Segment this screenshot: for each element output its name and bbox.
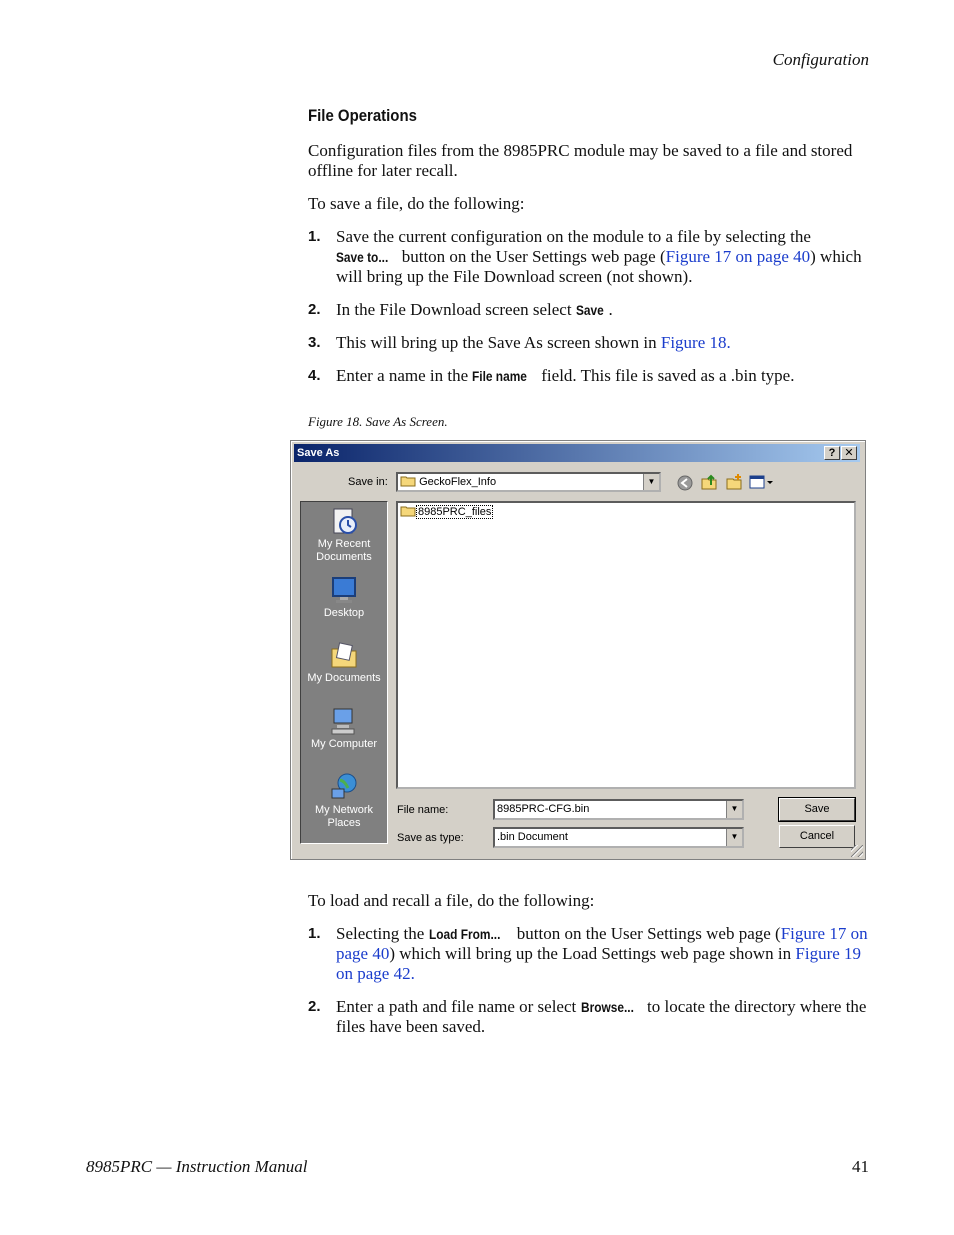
step-text: This will bring up the Save As screen shown in <box>336 333 661 352</box>
intro-paragraph: Configuration files from the 8985PRC module may be saved to a file and stored offline for later recall. <box>308 141 853 180</box>
step-text: . <box>608 300 613 319</box>
save-as-type-dropdown[interactable] <box>493 827 744 848</box>
save-in-dropdown[interactable] <box>396 472 661 492</box>
ui-term-load-from: Load From... <box>428 926 500 942</box>
load-step-1 <box>308 924 873 984</box>
step-text: Enter a name in the <box>336 366 473 385</box>
page-number: 41 <box>852 1157 869 1176</box>
figure-caption: Figure 18. Save As Screen. <box>308 414 448 429</box>
place-label: My Documents <box>307 672 381 684</box>
step-text: button on the User Settings web page ( <box>397 247 666 266</box>
views-menu-icon[interactable] <box>749 475 773 489</box>
help-button[interactable]: ? <box>824 446 840 460</box>
link-figure-18[interactable]: Figure 18. <box>660 333 731 352</box>
place-recent-documents[interactable] <box>301 506 387 564</box>
up-folder-icon[interactable] <box>700 473 718 491</box>
chevron-down-icon[interactable]: ▼ <box>726 801 742 818</box>
save-in-value: GeckoFlex_Info <box>419 476 497 488</box>
link-figure-17[interactable]: Figure 17 on page 40 <box>665 247 811 266</box>
place-network-places[interactable] <box>301 772 387 830</box>
my-computer-icon <box>329 706 359 736</box>
place-label: My Network Places <box>314 804 374 829</box>
ui-term-file-name: File name <box>472 368 528 384</box>
desktop-icon <box>329 575 359 605</box>
save-step-3 <box>308 333 873 353</box>
list-item[interactable] <box>400 505 493 519</box>
file-name-label: File name: <box>397 804 449 816</box>
place-label: My Recent Documents <box>316 538 372 563</box>
ui-term-save: Save <box>575 302 604 318</box>
folder-icon <box>400 475 416 487</box>
file-item-label: 8985PRC_files <box>418 506 492 518</box>
running-header: Configuration <box>772 50 869 69</box>
step-number: 2. <box>308 998 321 1015</box>
step-text: button on the User Settings web page ( <box>512 924 781 943</box>
link-figure-19[interactable]: Figure 19 on page 42. <box>336 944 862 983</box>
load-lead-paragraph: To load and recall a file, do the following: <box>308 891 595 910</box>
file-name-input[interactable] <box>493 799 744 820</box>
step-text: Enter a path and file name or select <box>336 997 581 1016</box>
step-text: field. This file is saved as a .bin type. <box>537 366 795 385</box>
dialog-titlebar <box>294 444 860 462</box>
my-documents-icon <box>329 640 359 670</box>
step-text: to locate the directory where the files have been saved. <box>336 997 867 1036</box>
save-as-type-value: .bin Document <box>497 831 568 843</box>
link-figure-17[interactable]: Figure 17 on page 40 <box>336 924 868 963</box>
save-step-1 <box>308 227 873 287</box>
ui-term-browse: Browse... <box>580 999 634 1015</box>
place-label: Desktop <box>323 607 365 619</box>
save-lead-paragraph: To save a file, do the following: <box>308 194 525 213</box>
section-heading: File Operations <box>308 106 417 125</box>
folder-icon <box>400 505 416 517</box>
place-label: My Computer <box>310 738 378 750</box>
place-my-computer[interactable] <box>301 706 387 751</box>
file-name-value: 8985PRC-CFG.bin <box>497 803 590 815</box>
file-list[interactable] <box>396 501 856 789</box>
save-step-2 <box>308 300 873 320</box>
resize-grip[interactable] <box>851 845 863 857</box>
step-number: 3. <box>308 334 321 351</box>
step-text: ) which will bring up the Load Settings web page shown in <box>389 944 796 963</box>
load-step-2 <box>308 997 873 1037</box>
step-text: In the File Download screen select <box>336 300 576 319</box>
step-text: ) which will bring up the File Download screen (not shown). <box>336 247 862 286</box>
chevron-down-icon[interactable]: ▼ <box>643 474 659 490</box>
step-number: 2. <box>308 301 321 318</box>
recent-documents-icon <box>329 506 359 536</box>
footer-manual-title: 8985PRC — Instruction Manual <box>86 1157 308 1176</box>
close-button[interactable]: ✕ <box>841 446 857 460</box>
save-as-type-label: Save as type: <box>397 832 464 844</box>
save-as-dialog <box>290 440 866 860</box>
ui-term-save-to: Save to... <box>336 249 389 265</box>
save-button[interactable]: Save <box>779 798 855 821</box>
chevron-down-icon[interactable]: ▼ <box>726 829 742 846</box>
step-number: 1. <box>308 925 321 942</box>
save-in-label: Save in: <box>348 476 388 488</box>
step-text: Save the current configuration on the module to a file by selecting the <box>336 227 811 246</box>
place-desktop[interactable] <box>301 575 387 620</box>
network-places-icon <box>329 772 359 802</box>
step-text: Selecting the <box>336 924 429 943</box>
back-icon[interactable] <box>677 475 693 491</box>
place-my-documents[interactable] <box>301 640 387 685</box>
places-bar <box>300 501 388 844</box>
step-number: 1. <box>308 228 321 245</box>
save-step-4 <box>308 366 873 386</box>
step-number: 4. <box>308 367 321 384</box>
cancel-button[interactable]: Cancel <box>779 825 855 848</box>
dialog-title: Save As <box>297 447 340 459</box>
new-folder-icon[interactable] <box>725 473 743 491</box>
